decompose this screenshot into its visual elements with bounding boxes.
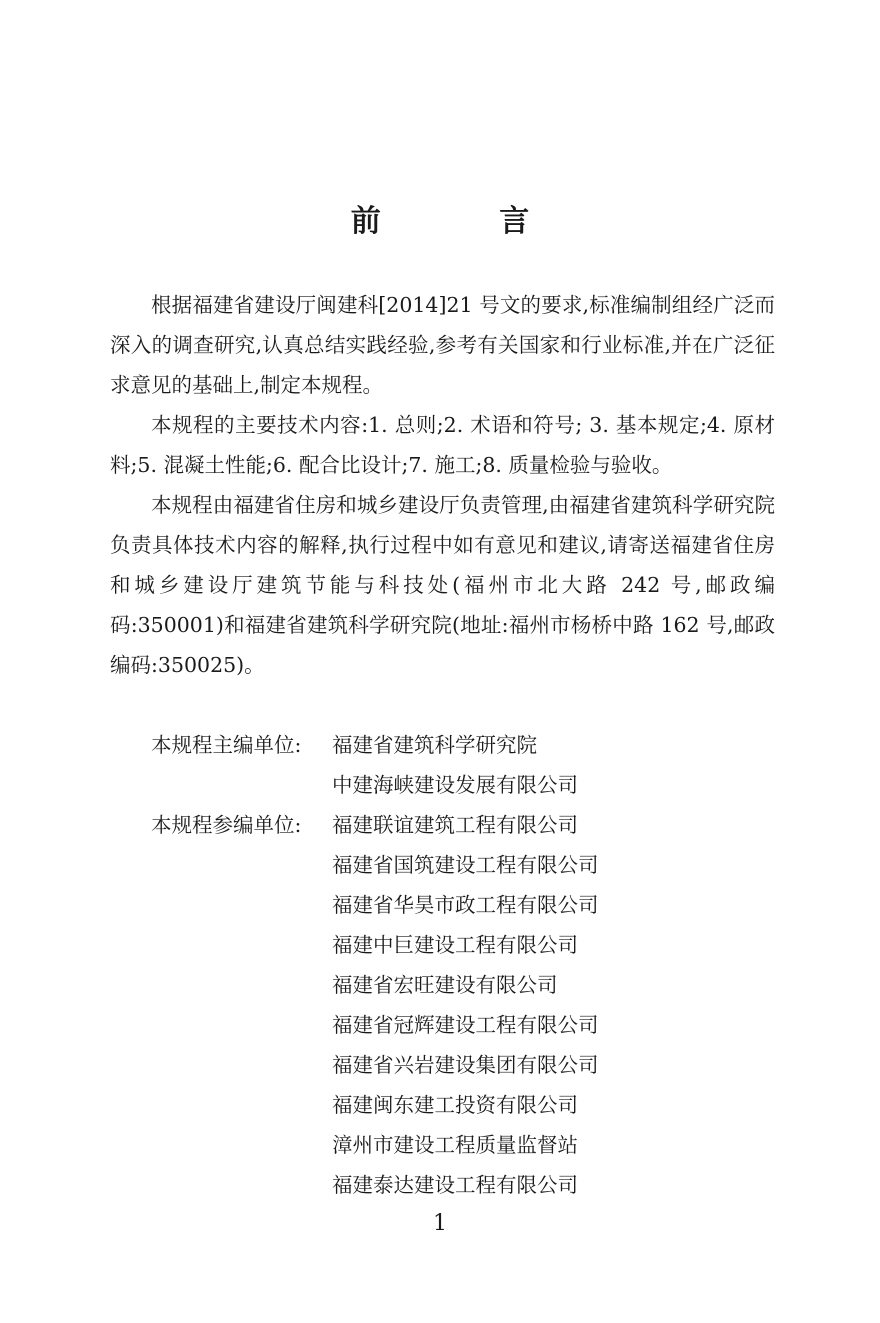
unit-label-spacer [110,965,332,1005]
chief-unit-name: 中建海峡建设发展有限公司 [332,773,578,797]
preface-paragraph-basis: 根据福建省建设厅闽建科[2014]21 号文的要求,标准编制组经广泛而深入的调查研究,认真总结实践经验,参考有关国家和行业标准,并在广泛征求意见的基础上,制定本规程。 [110,293,775,397]
preface-body [110,285,775,685]
participating-unit-name: 福建省冠辉建设工程有限公司 [332,1013,599,1037]
participating-unit-name: 福建省华昊市政工程有限公司 [332,893,599,917]
participating-units-label: 本规程参编单位: [151,813,302,837]
preface-paragraph-contents: 本规程的主要技术内容:1. 总则;2. 术语和符号; 3. 基本规定;4. 原材料;5. 混凝土性能;6. 配合比设计;7. 施工;8. 质量检验与验收。 [110,413,775,477]
participating-unit-name: 福建省宏旺建设有限公司 [332,973,558,997]
unit-label-spacer [110,1045,332,1085]
participating-unit-row [110,1165,775,1205]
participating-unit-row [110,1005,775,1045]
unit-label-spacer [110,1005,332,1045]
unit-label-spacer [110,765,332,805]
unit-label-spacer [110,1085,332,1125]
participating-unit-name: 福建中巨建设工程有限公司 [332,933,578,957]
page-number: 1 [433,1211,447,1236]
chief-units-label: 本规程主编单位: [151,733,302,757]
participating-unit-row [110,885,775,925]
unit-label-spacer [110,1125,332,1165]
participating-unit-row [110,965,775,1005]
participating-unit-name: 漳州市建设工程质量监督站 [332,1133,578,1157]
participating-unit-row [110,805,775,845]
compiling-units [110,725,775,1205]
participating-unit-row [110,1085,775,1125]
participating-unit-name: 福建省兴岩建设集团有限公司 [332,1053,599,1077]
participating-unit-row [110,845,775,885]
chief-unit-name: 福建省建筑科学研究院 [332,733,537,757]
unit-label-spacer [110,845,332,885]
participating-unit-name: 福建联谊建筑工程有限公司 [332,813,578,837]
page-title: 前 言 [350,204,584,239]
unit-label-spacer [110,1165,332,1205]
participating-unit-row [110,925,775,965]
chief-unit-row [110,725,775,765]
preface-paragraph-management: 本规程由福建省住房和城乡建设厅负责管理,由福建省建筑科学研究院负责具体技术内容的解释,执行过程中如有意见和建议,请寄送福建省住房和城乡建设厅建筑节能与科技处(福州市北大路 242 号,邮政编码:350001)和福建省建筑科学研究院(地址:福州市杨桥中路 162 号,邮政编码:350025)。 [110,493,775,677]
unit-label-spacer [110,925,332,965]
participating-unit-row [110,1125,775,1165]
participating-unit-name: 福建泰达建设工程有限公司 [332,1173,578,1197]
participating-unit-row [110,1045,775,1085]
unit-label-spacer [110,885,332,925]
participating-unit-name: 福建省国筑建设工程有限公司 [332,853,599,877]
chief-unit-row [110,765,775,805]
participating-unit-name: 福建闽东建工投资有限公司 [332,1093,578,1117]
